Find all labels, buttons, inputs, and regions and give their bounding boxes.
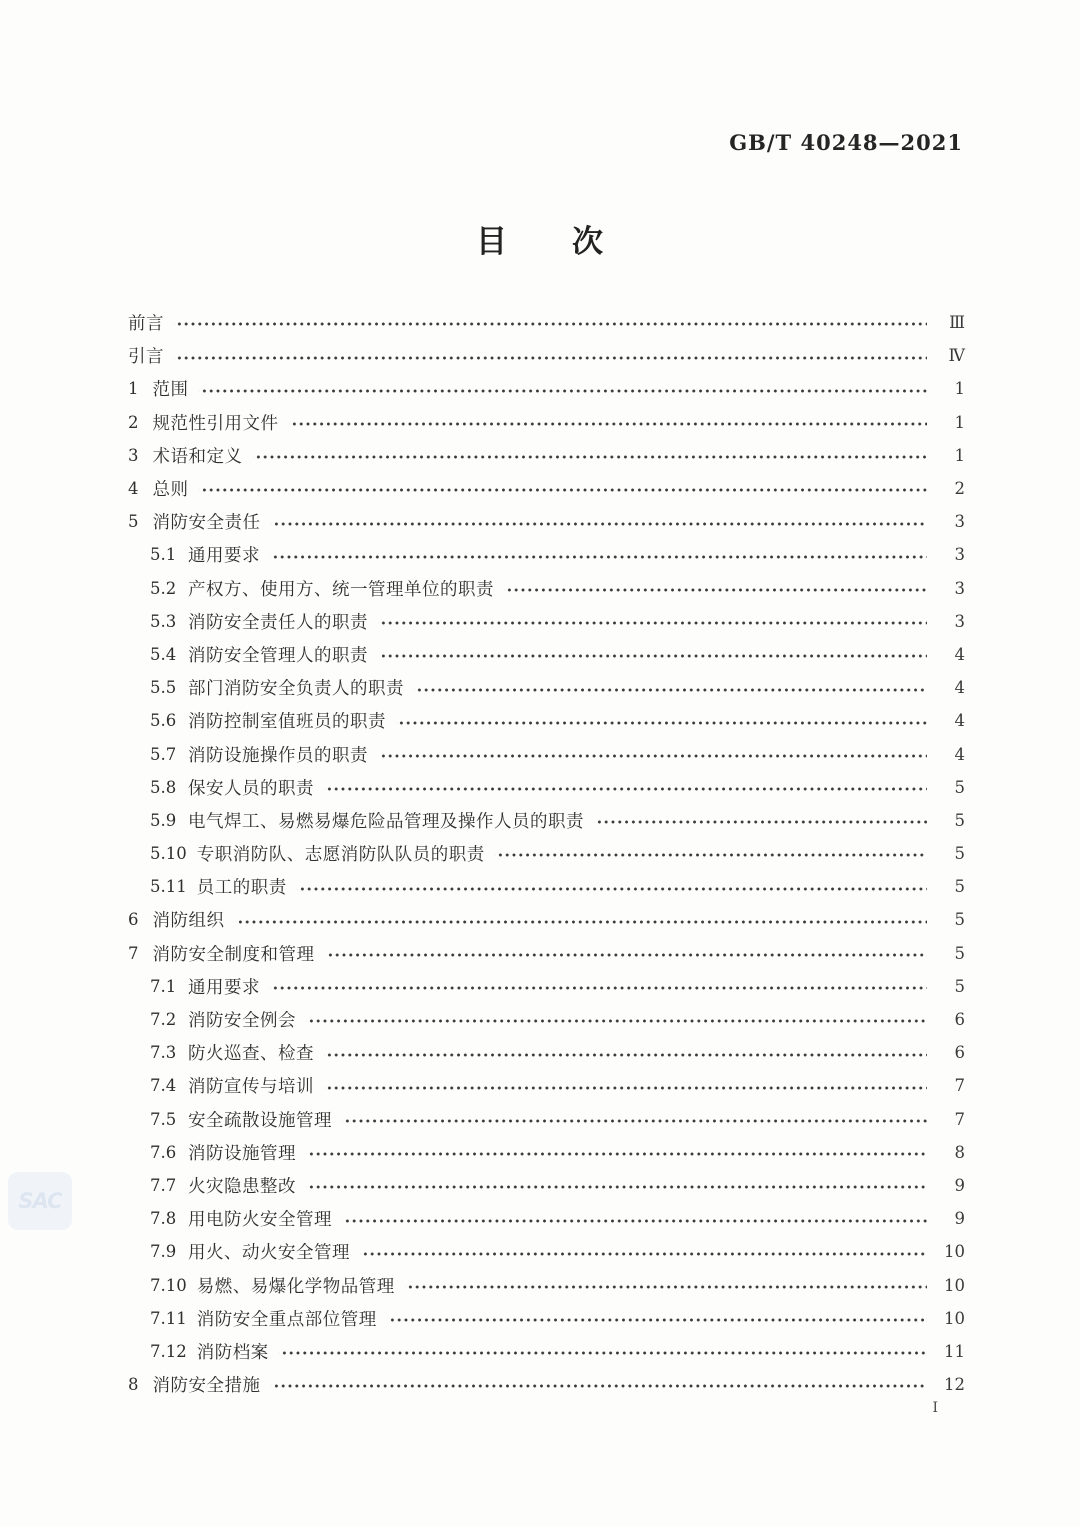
toc-entry-label: 电气焊工、易燃易爆危险品管理及操作人员的职责 <box>188 811 584 832</box>
dot-leader <box>378 737 927 770</box>
dot-leader <box>253 439 928 472</box>
toc-entry <box>128 1235 965 1268</box>
toc-entry-page: 10 <box>944 1242 965 1262</box>
toc-entry <box>128 1003 965 1036</box>
toc-entry-label: 消防组织 <box>152 911 225 932</box>
dot-leader <box>306 1169 927 1202</box>
toc-entry <box>128 1103 965 1136</box>
toc-entry-number: 4 <box>128 479 139 499</box>
dot-leader <box>199 472 928 505</box>
toc-entry-page: 2 <box>954 479 965 499</box>
toc-entry <box>128 671 965 704</box>
toc-entry-page: 5 <box>954 976 965 996</box>
toc-entry-number: 7.3 <box>150 1043 177 1063</box>
toc-entry-page: 10 <box>944 1308 965 1328</box>
toc-entry-label: 消防设施管理 <box>188 1143 296 1164</box>
page-number-footer: Ⅰ <box>932 1400 938 1416</box>
dot-leader <box>378 605 927 638</box>
toc-entry-label: 易燃、易爆化学物品管理 <box>196 1276 395 1297</box>
toc-entry <box>128 903 965 936</box>
toc-entry <box>128 1202 965 1235</box>
dot-leader <box>306 1003 927 1036</box>
sac-watermark-text: SAC <box>18 1189 62 1213</box>
toc-entry-label: 消防安全措施 <box>152 1376 261 1397</box>
dot-leader <box>279 1335 927 1368</box>
toc-entry-page: 4 <box>954 744 965 764</box>
dot-leader <box>504 572 927 605</box>
toc-entry-label: 专职消防队、志愿消防队队员的职责 <box>196 845 485 866</box>
dot-leader <box>594 804 927 837</box>
dot-leader <box>306 1136 927 1169</box>
toc-entry <box>128 572 965 605</box>
toc-entry <box>128 704 965 737</box>
toc-entry <box>128 605 965 638</box>
sac-watermark-logo <box>8 1172 72 1230</box>
toc-entry-number: 5.9 <box>150 810 177 830</box>
toc-entry-label: 消防安全责任 <box>152 513 261 534</box>
toc-entry <box>128 870 965 903</box>
toc-entry-page: 10 <box>944 1275 965 1295</box>
toc-entry-page: 9 <box>954 1175 965 1195</box>
toc-entry-page: 5 <box>954 910 965 930</box>
toc-entry-number: 1 <box>128 379 139 399</box>
toc-entry-label: 火灾隐患整改 <box>188 1176 296 1197</box>
toc-entry <box>128 472 965 505</box>
dot-leader <box>270 970 927 1003</box>
toc-entry-label: 规范性引用文件 <box>152 413 279 434</box>
toc-entry-page: 4 <box>954 711 965 731</box>
toc-entry-label: 部门消防安全负责人的职责 <box>188 679 404 700</box>
toc-entry-number: 5.1 <box>150 545 177 565</box>
toc-entry <box>128 339 965 372</box>
toc-entry-label: 防火巡查、检查 <box>188 1044 314 1065</box>
toc-entry <box>128 804 965 837</box>
toc-entry <box>128 737 965 770</box>
toc-entry-label: 引言 <box>128 347 164 368</box>
standard-number: GB/T 40248—2021 <box>729 130 963 155</box>
toc-entry-number: 7.11 <box>150 1308 187 1328</box>
toc-entry-number: 5.7 <box>150 744 177 764</box>
toc-entry-number: 7.6 <box>150 1142 177 1162</box>
toc-entry-number: 5.8 <box>150 777 177 797</box>
page-title: 目 次 <box>476 224 604 260</box>
toc-entry-number: 7.7 <box>150 1175 177 1195</box>
toc-entry <box>128 505 965 538</box>
dot-leader <box>271 1368 928 1401</box>
toc-entry <box>128 372 965 405</box>
dot-leader <box>495 837 927 870</box>
dot-leader <box>324 771 927 804</box>
toc-entry <box>128 1036 965 1069</box>
toc-entry <box>128 837 965 870</box>
toc-entry-label: 范围 <box>152 380 189 401</box>
toc-entry <box>128 937 965 970</box>
toc-entry-number: 5.2 <box>150 578 177 598</box>
toc-entry-page: 5 <box>954 810 965 830</box>
toc-entry <box>128 1268 965 1301</box>
toc-entry-number: 7.2 <box>150 1010 177 1030</box>
toc-entry-page: 1 <box>954 412 965 432</box>
toc-entry-page: 12 <box>944 1375 965 1395</box>
dot-leader <box>325 937 928 970</box>
toc-entry-label: 通用要求 <box>188 546 260 567</box>
toc-entry-page: 7 <box>954 1076 965 1096</box>
dot-leader <box>289 406 928 439</box>
dot-leader <box>174 339 927 372</box>
toc-entry-number: 2 <box>128 412 139 432</box>
dot-leader <box>342 1202 927 1235</box>
toc-entry-number: 7.5 <box>150 1109 177 1129</box>
toc-entry-number: 7.9 <box>150 1242 177 1262</box>
dot-leader <box>270 538 927 571</box>
toc-entry-label: 消防设施操作员的职责 <box>188 745 368 766</box>
toc-entry-label: 员工的职责 <box>196 878 287 899</box>
toc-entry-page: Ⅳ <box>948 346 965 366</box>
toc-entry-number: 8 <box>128 1375 139 1395</box>
toc-entry-label: 总则 <box>152 480 189 501</box>
toc-entry <box>128 771 965 804</box>
dot-leader <box>297 870 927 903</box>
toc-entry-page: 1 <box>954 445 965 465</box>
toc-entry-label: 消防安全例会 <box>188 1011 296 1032</box>
dot-leader <box>271 505 928 538</box>
toc-entry-number: 5.10 <box>150 844 187 864</box>
toc-entry-number: 3 <box>128 445 139 465</box>
toc-entry-number: 7.1 <box>150 976 177 996</box>
toc-entry <box>128 1069 965 1102</box>
toc-entry-number: 5.11 <box>150 877 187 897</box>
toc-entry-number: 7.4 <box>150 1076 177 1096</box>
toc-entry-page: 3 <box>954 512 965 532</box>
toc-list <box>128 306 965 1401</box>
dot-leader <box>405 1268 927 1301</box>
toc-entry-number: 5 <box>128 512 139 532</box>
toc-entry <box>128 1302 965 1335</box>
dot-leader <box>324 1036 927 1069</box>
toc-entry <box>128 538 965 571</box>
dot-leader <box>414 671 927 704</box>
toc-entry-page: 4 <box>954 644 965 664</box>
toc-entry-label: 消防安全制度和管理 <box>152 944 315 965</box>
toc-entry <box>128 306 965 339</box>
toc-entry-label: 产权方、使用方、统一管理单位的职责 <box>188 579 494 600</box>
toc-entry-label: 消防宣传与培训 <box>188 1077 314 1098</box>
toc-entry <box>128 970 965 1003</box>
toc-entry-number: 7.10 <box>150 1275 187 1295</box>
toc-entry-page: 11 <box>944 1341 965 1361</box>
toc-entry-number: 6 <box>128 910 139 930</box>
toc-entry-label: 消防安全重点部位管理 <box>196 1309 377 1330</box>
toc-entry-label: 术语和定义 <box>152 446 243 467</box>
toc-entry-number: 5.4 <box>150 644 177 664</box>
toc-entry <box>128 1368 965 1401</box>
toc-entry <box>128 1335 965 1368</box>
toc-entry-label: 安全疏散设施管理 <box>188 1110 332 1131</box>
toc-entry <box>128 439 965 472</box>
toc-entry-label: 消防控制室值班员的职责 <box>188 712 386 733</box>
dot-leader <box>396 704 927 737</box>
toc-entry <box>128 1169 965 1202</box>
toc-entry-page: 3 <box>954 578 965 598</box>
toc-entry <box>128 638 965 671</box>
toc-entry-page: Ⅲ <box>949 313 965 333</box>
toc-entry-label: 消防安全管理人的职责 <box>188 645 368 666</box>
toc-entry-label: 消防档案 <box>196 1342 269 1363</box>
toc-entry-page: 5 <box>954 777 965 797</box>
dot-leader <box>360 1235 927 1268</box>
dot-leader <box>324 1069 927 1102</box>
toc-entry-label: 用电防火安全管理 <box>188 1210 332 1231</box>
toc-entry-page: 6 <box>954 1010 965 1030</box>
toc-entry-number: 5.6 <box>150 711 177 731</box>
toc-entry-number: 5.3 <box>150 611 177 631</box>
toc-entry-number: 7.8 <box>150 1209 177 1229</box>
toc-entry-label: 保安人员的职责 <box>188 778 314 799</box>
dot-leader <box>378 638 927 671</box>
toc-entry-page: 1 <box>954 379 965 399</box>
toc-entry-label: 用火、动火安全管理 <box>188 1243 350 1264</box>
toc-entry-page: 6 <box>954 1043 965 1063</box>
dot-leader <box>342 1103 927 1136</box>
toc-entry-page: 8 <box>954 1142 965 1162</box>
toc-entry-page: 5 <box>954 877 965 897</box>
toc-entry-label: 通用要求 <box>188 977 260 998</box>
toc-entry-page: 7 <box>954 1109 965 1129</box>
toc-entry <box>128 1136 965 1169</box>
toc-entry-page: 3 <box>954 611 965 631</box>
dot-leader <box>387 1302 927 1335</box>
toc-entry-number: 5.5 <box>150 678 177 698</box>
toc-entry-page: 5 <box>954 844 965 864</box>
toc-entry-page: 3 <box>954 545 965 565</box>
dot-leader <box>199 372 928 405</box>
toc-entry-number: 7 <box>128 943 139 963</box>
toc-entry <box>128 406 965 439</box>
toc-entry-label: 消防安全责任人的职责 <box>188 612 368 633</box>
dot-leader <box>235 903 928 936</box>
toc-entry-page: 4 <box>954 678 965 698</box>
toc-entry-page: 9 <box>954 1209 965 1229</box>
dot-leader <box>174 306 927 339</box>
toc-entry-label: 前言 <box>128 314 164 335</box>
toc-entry-page: 5 <box>954 943 965 963</box>
toc-entry-number: 7.12 <box>150 1341 187 1361</box>
